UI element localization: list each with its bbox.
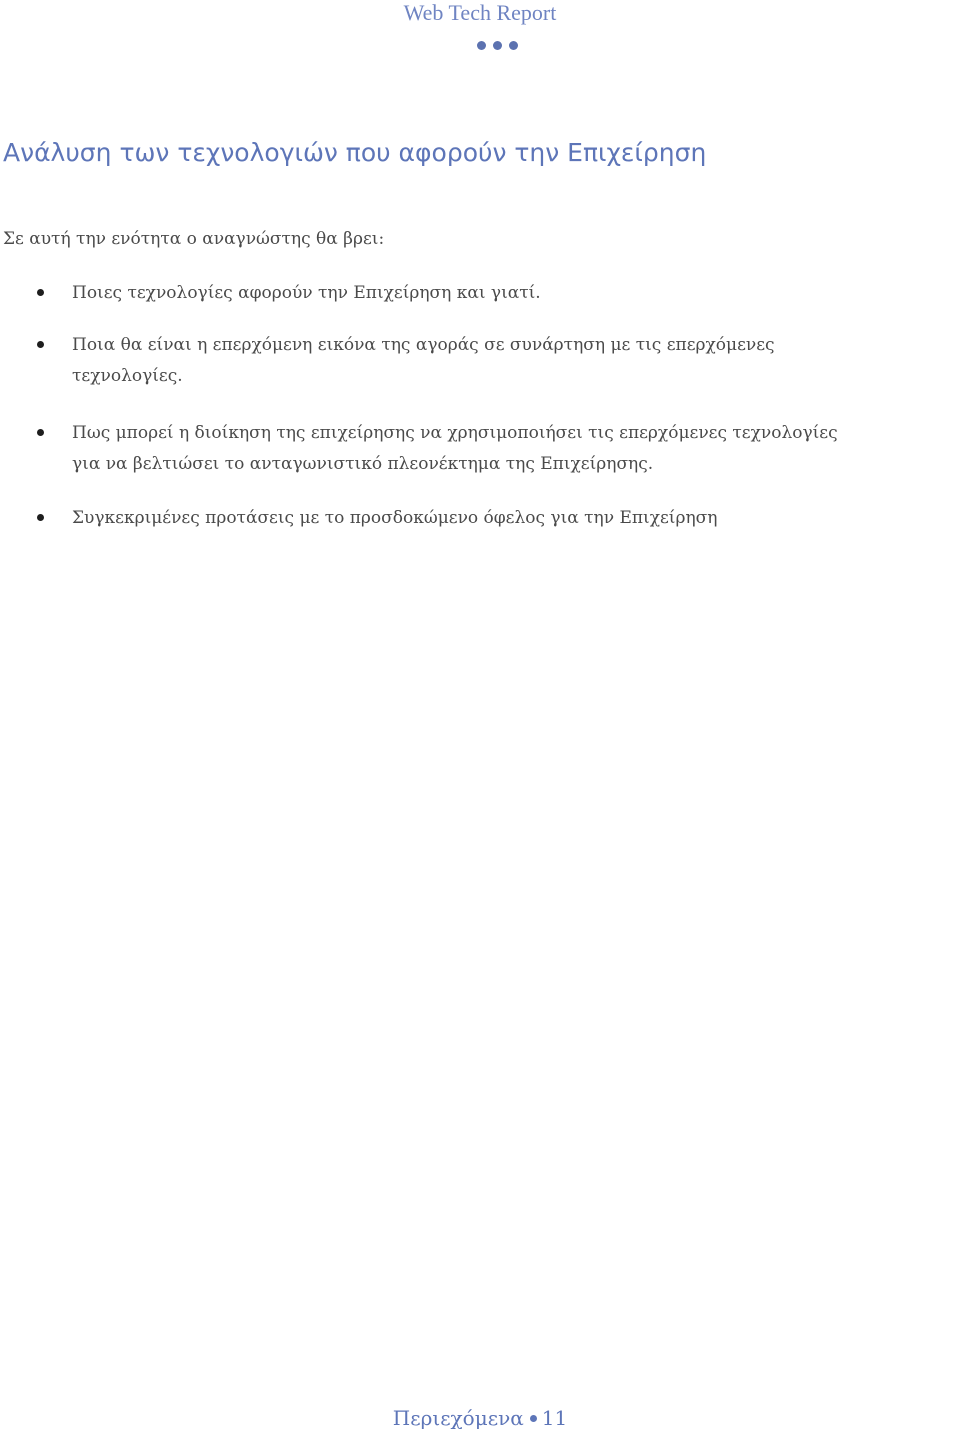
bullet-icon bbox=[37, 429, 44, 436]
list-item-text: Πως μπορεί η διοίκηση της επιχείρησης να χρησιμοποιήσει τις επερχόμενες τεχνολογίες για να βελτιώσει το ανταγωνιστικό πλεονέκτημα της Επιχείρησης. bbox=[72, 423, 838, 474]
page-footer bbox=[0, 1404, 960, 1432]
intro-paragraph: Σε αυτή την ενότητα ο αναγνώστης θα βρει: bbox=[3, 229, 385, 249]
report-title: Web Tech Report bbox=[403, 0, 557, 25]
section-heading: Ανάλυση των τεχνολογιών που αφορούν την Επιχείρηση bbox=[3, 138, 707, 167]
dot-1 bbox=[477, 41, 486, 50]
bullet-icon bbox=[37, 514, 44, 521]
page-number: 11 bbox=[541, 1406, 568, 1430]
list-item-text: Ποια θα είναι η επερχόμενη εικόνα της αγοράς σε συνάρτηση με τις επερχόμενες τεχνολογίες. bbox=[72, 335, 775, 386]
dot-3 bbox=[509, 41, 518, 50]
footer-bullet-icon bbox=[530, 1415, 537, 1422]
bullet-icon bbox=[37, 289, 44, 296]
list-item-text: Ποιες τεχνολογίες αφορούν την Επιχείρηση και γιατί. bbox=[72, 283, 541, 303]
three-dots-icon bbox=[477, 41, 521, 51]
bullet-icon bbox=[37, 341, 44, 348]
list-item-text: Συγκεκριμένες προτάσεις με το προσδοκώμενο όφελος για την Επιχείρηση bbox=[72, 508, 718, 528]
dot-2 bbox=[493, 41, 502, 50]
footer-label: Περιεχόμενα bbox=[392, 1406, 524, 1430]
